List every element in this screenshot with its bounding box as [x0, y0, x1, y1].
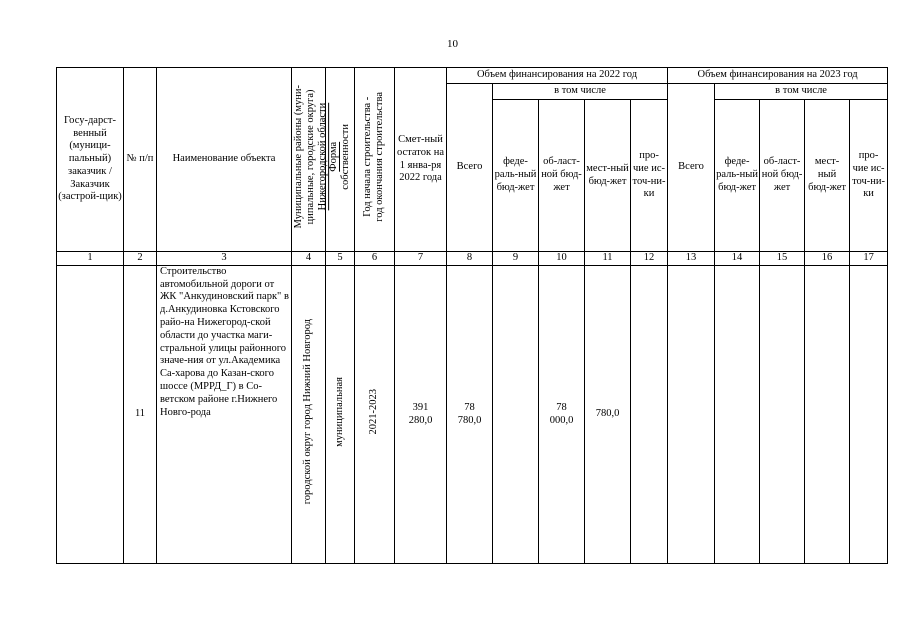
- header-total-2022: Всего: [447, 84, 493, 252]
- cell-remaining: 391 280,0: [395, 265, 447, 563]
- header-row-1: [57, 68, 888, 84]
- column-number: 16: [805, 252, 850, 266]
- column-number: 11: [585, 252, 631, 266]
- column-number: 10: [539, 252, 585, 266]
- column-number: 9: [493, 252, 539, 266]
- column-number: 8: [447, 252, 493, 266]
- column-number: 4: [292, 252, 326, 266]
- header-district: Муниципальные районы (муни- ципальные, городские округа) Нижегородской области: [292, 68, 326, 252]
- header-federal-2022: феде-раль-ный бюд-жет: [493, 100, 539, 252]
- column-number: 5: [326, 252, 355, 266]
- column-number: 6: [355, 252, 395, 266]
- column-number: 14: [715, 252, 760, 266]
- cell-local-2023: [805, 265, 850, 563]
- header-name: Наименование объекта: [157, 68, 292, 252]
- column-number: 15: [760, 252, 805, 266]
- header-other-2022: про-чие ис-точ-ни-ки: [631, 100, 668, 252]
- column-number: 17: [850, 252, 888, 266]
- column-number: 1: [57, 252, 124, 266]
- financing-table: [56, 67, 888, 564]
- header-regional-2023: об-ласт-ной бюд-жет: [760, 100, 805, 252]
- header-ownership: Форма собственности: [326, 68, 355, 252]
- cell-federal-2023: [715, 265, 760, 563]
- column-number: 7: [395, 252, 447, 266]
- column-number: 2: [124, 252, 157, 266]
- header-including-2022: в том числе: [493, 84, 668, 100]
- cell-total-2022: 78 780,0: [447, 265, 493, 563]
- header-fin-2023: Объем финансирования на 2023 год: [668, 68, 888, 84]
- header-years: Год начала строительства - год окончания строительства: [355, 68, 395, 252]
- cell-regional-2022: 78 000,0: [539, 265, 585, 563]
- column-number: 3: [157, 252, 292, 266]
- district-text: городской округ город Нижний Новгород: [302, 319, 314, 505]
- cell-object-name: Строительство автомобильной дороги от ЖК "Анкудиновский парк" в д.Анкудиновка Кстовского райо-на Нижегород-ской области до участка маги-стральной улицы районного значе-ния от ул.Академика Са-харова до Казан-ского шоссе (МРРД_Г) в Со-ветском районе г.Нижнего Новго-рода: [157, 265, 292, 563]
- cell-district: [292, 265, 326, 563]
- header-local-2023: мест-ный бюд-жет: [805, 100, 850, 252]
- header-local-2022: мест-ный бюд-жет: [585, 100, 631, 252]
- ownership-text: муниципальная: [333, 376, 345, 447]
- header-num: № п/п: [124, 68, 157, 252]
- cell-other-2022: [631, 265, 668, 563]
- column-number-row: [57, 252, 888, 266]
- header-regional-2022: об-ласт-ной бюд-жет: [539, 100, 585, 252]
- cell-other-2023: [850, 265, 888, 563]
- header-total-2023: Всего: [668, 84, 715, 252]
- cell-ownership: [326, 265, 355, 563]
- header-customer: Госу-дарст-венный (муници-пальный) заказчик / Заказчик (застрой-щик): [57, 68, 124, 252]
- header-fin-2022: Объем финансирования на 2022 год: [447, 68, 668, 84]
- header-remaining: Смет-ный остаток на 1 янва-ря 2022 года: [395, 68, 447, 252]
- cell-regional-2023: [760, 265, 805, 563]
- header-other-2023: про-чие ис-точ-ни-ки: [850, 100, 888, 252]
- column-number: 12: [631, 252, 668, 266]
- cell-years: [355, 265, 395, 563]
- table-row: [57, 265, 888, 563]
- cell-num: 11: [124, 265, 157, 563]
- cell-total-2023: [668, 265, 715, 563]
- column-number: 13: [668, 252, 715, 266]
- page-number: 10: [447, 38, 458, 50]
- cell-federal-2022: [493, 265, 539, 563]
- header-federal-2023: феде-раль-ный бюд-жет: [715, 100, 760, 252]
- cell-local-2022: 780,0: [585, 265, 631, 563]
- cell-customer: [57, 265, 124, 563]
- years-text: 2021-2023: [368, 389, 380, 435]
- header-including-2023: в том числе: [715, 84, 888, 100]
